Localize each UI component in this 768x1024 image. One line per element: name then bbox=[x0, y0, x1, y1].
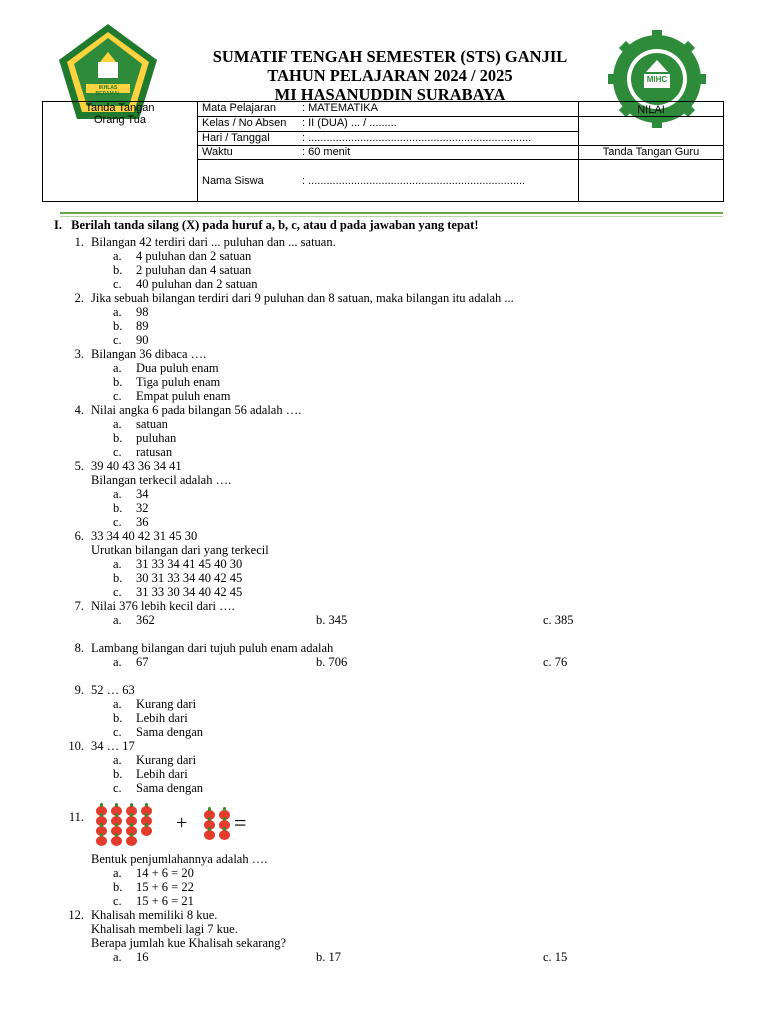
option-text: c. 76 bbox=[543, 655, 568, 669]
class-label: Kelas / No Absen bbox=[202, 117, 287, 129]
option-text: b. 17 bbox=[316, 950, 341, 964]
option-text: 89 bbox=[136, 319, 149, 333]
option-letter: a. bbox=[113, 753, 122, 767]
apple-row bbox=[96, 806, 160, 816]
option-text: 34 bbox=[136, 487, 149, 501]
question-number: 9. bbox=[74, 683, 84, 697]
question-text: Nilai angka 6 pada bilangan 56 adalah …. bbox=[91, 403, 302, 417]
option-text: Lebih dari bbox=[136, 711, 188, 725]
option-text: Kurang dari bbox=[136, 697, 197, 711]
option-letter: a. bbox=[113, 557, 122, 571]
apple-icon bbox=[96, 836, 107, 846]
option-letter: c. bbox=[113, 515, 122, 529]
question-number: 5. bbox=[74, 459, 84, 473]
option-letter: b. bbox=[113, 571, 123, 585]
question-number: 12. bbox=[68, 908, 84, 922]
student-info-table bbox=[42, 101, 724, 202]
option-letter: a. bbox=[113, 417, 122, 431]
option-text: 31 33 30 34 40 42 45 bbox=[136, 585, 243, 599]
option-letter: b. bbox=[113, 263, 123, 277]
question-text: Urutkan bilangan dari yang terkecil bbox=[91, 543, 269, 557]
option-text: 36 bbox=[136, 515, 149, 529]
question-text: Bilangan terkecil adalah …. bbox=[91, 473, 232, 487]
option-text: 16 bbox=[136, 950, 149, 964]
section-instruction: Berilah tanda silang (X) pada huruf a, b, c, atau d pada jawaban yang tepat! bbox=[71, 218, 479, 232]
apple-icon bbox=[111, 836, 122, 846]
option-text: ratusan bbox=[136, 445, 173, 459]
option-text: 15 + 6 = 22 bbox=[136, 880, 194, 894]
option-letter: c. bbox=[113, 333, 122, 347]
option-letter: b. bbox=[113, 431, 123, 445]
teacher-signature-label-cell bbox=[579, 146, 724, 160]
header-divider bbox=[60, 212, 723, 214]
option-text: Tiga puluh enam bbox=[136, 375, 221, 389]
option-text: Sama dengan bbox=[136, 781, 203, 795]
apple-group-right bbox=[204, 810, 236, 840]
section-heading bbox=[54, 218, 479, 232]
option-text: Sama dengan bbox=[136, 725, 203, 739]
question-text: Bilangan 36 dibaca …. bbox=[91, 347, 207, 361]
subject-label: Mata Pelajaran bbox=[202, 102, 276, 114]
question-number: 8. bbox=[74, 641, 84, 655]
question-number: 6. bbox=[74, 529, 84, 543]
option-letter: b. bbox=[113, 767, 123, 781]
question-text: 34 … 17 bbox=[91, 739, 135, 753]
option-text: 15 + 6 = 21 bbox=[136, 894, 194, 908]
option-text: 2 puluhan dan 4 satuan bbox=[136, 263, 252, 277]
grade-label: NILAI bbox=[637, 104, 665, 116]
question-number: 1. bbox=[74, 235, 84, 249]
option-text: 32 bbox=[136, 501, 149, 515]
question-number: 3. bbox=[74, 347, 84, 361]
option-text: satuan bbox=[136, 417, 168, 431]
option-text: 98 bbox=[136, 305, 149, 319]
option-letter: b. bbox=[113, 880, 123, 894]
option-letter: c. bbox=[113, 894, 122, 908]
subject-row bbox=[198, 102, 579, 117]
option-letter: a. bbox=[113, 697, 122, 711]
question-number: 10. bbox=[68, 739, 84, 753]
option-text: 40 puluhan dan 2 satuan bbox=[136, 277, 258, 291]
teacher-signature-label: Tanda Tangan Guru bbox=[602, 146, 700, 158]
option-letter: a. bbox=[113, 305, 122, 319]
option-text: 90 bbox=[136, 333, 149, 347]
apple-group-left bbox=[96, 806, 160, 846]
option-letter: a. bbox=[113, 361, 122, 375]
grade-box bbox=[579, 117, 724, 146]
option-text: b. 345 bbox=[316, 613, 348, 627]
option-text: Dua puluh enam bbox=[136, 361, 219, 375]
option-letter: a. bbox=[113, 249, 122, 263]
day-row bbox=[198, 132, 579, 146]
grade-label-cell bbox=[579, 102, 724, 117]
question-text: 33 34 40 42 31 45 30 bbox=[91, 529, 198, 543]
class-value: : II (DUA) ... / ......... bbox=[302, 117, 397, 129]
option-letter: b. bbox=[113, 501, 123, 515]
option-text: 31 33 34 41 45 40 30 bbox=[136, 557, 243, 571]
option-text: 362 bbox=[136, 613, 155, 627]
name-label: Nama Siswa bbox=[202, 174, 264, 187]
left-logo-text: IKHLAS BERAMAL bbox=[95, 85, 121, 97]
parent-signature-label: Tanda Tangan Orang Tua bbox=[85, 102, 155, 126]
question-text: 39 40 43 36 34 41 bbox=[91, 459, 182, 473]
apple-illustration bbox=[96, 806, 266, 848]
name-row bbox=[198, 160, 579, 202]
option-letter: b. bbox=[113, 375, 123, 389]
option-text: Lebih dari bbox=[136, 767, 188, 781]
apple-icon bbox=[141, 826, 152, 836]
parent-signature-box bbox=[43, 102, 198, 202]
section-roman: I. bbox=[54, 218, 62, 232]
option-text: c. 15 bbox=[543, 950, 568, 964]
apple-row bbox=[96, 836, 160, 846]
option-letter: a. bbox=[113, 655, 122, 669]
option-letter: a. bbox=[113, 613, 122, 627]
subject-value: : MATEMATIKA bbox=[302, 102, 378, 114]
header-divider-thin bbox=[60, 216, 723, 217]
option-letter: c. bbox=[113, 445, 122, 459]
question-number: 7. bbox=[74, 599, 84, 613]
question-number: 2. bbox=[74, 291, 84, 305]
question-text: Lambang bilangan dari tujuh puluh enam adalah bbox=[91, 641, 334, 655]
day-value: : ......................................................................... bbox=[302, 132, 532, 144]
option-text: 30 31 33 34 40 42 45 bbox=[136, 571, 243, 585]
day-label: Hari / Tanggal bbox=[202, 132, 270, 144]
question-text: 52 … 63 bbox=[91, 683, 135, 697]
option-text: puluhan bbox=[136, 431, 177, 445]
apple-row bbox=[204, 830, 236, 840]
question-number: 4. bbox=[74, 403, 84, 417]
option-letter: c. bbox=[113, 585, 122, 599]
question-text: Bilangan 42 terdiri dari ... puluhan dan ... satuan. bbox=[91, 235, 336, 249]
right-logo-text: MIHC bbox=[646, 75, 668, 84]
question-text: Khalisah membeli lagi 7 kue. bbox=[91, 922, 238, 936]
time-value: : 60 menit bbox=[302, 146, 351, 158]
question-text: Khalisah memiliki 8 kue. bbox=[91, 908, 218, 922]
option-letter: a. bbox=[113, 487, 122, 501]
option-letter: c. bbox=[113, 781, 122, 795]
option-letter: c. bbox=[113, 277, 122, 291]
option-letter: c. bbox=[113, 725, 122, 739]
question-text: Jika sebuah bilangan terdiri dari 9 puluhan dan 8 satuan, maka bilangan itu adalah ... bbox=[91, 291, 514, 305]
apple-row bbox=[96, 826, 160, 836]
apple-row bbox=[96, 816, 160, 826]
option-text: 4 puluhan dan 2 satuan bbox=[136, 249, 252, 263]
option-letter: b. bbox=[113, 319, 123, 333]
name-value: : ....................................................................... bbox=[302, 174, 526, 187]
class-row bbox=[198, 117, 579, 132]
option-text: 14 + 6 = 20 bbox=[136, 866, 194, 880]
equals-sign: = bbox=[234, 810, 247, 835]
apple-icon bbox=[219, 830, 230, 840]
option-text: Empat puluh enam bbox=[136, 389, 231, 403]
option-letter: a. bbox=[113, 866, 122, 880]
question-text: Berapa jumlah kue Khalisah sekarang? bbox=[91, 936, 287, 950]
apple-icon bbox=[204, 830, 215, 840]
academic-year: TAHUN PELAJARAN 2024 / 2025 bbox=[267, 66, 513, 85]
option-letter: a. bbox=[113, 950, 122, 964]
option-letter: b. bbox=[113, 711, 123, 725]
option-text: c. 385 bbox=[543, 613, 574, 627]
option-text: 67 bbox=[136, 655, 149, 669]
apple-icon bbox=[126, 836, 137, 846]
option-letter: c. bbox=[113, 389, 122, 403]
plus-sign: + bbox=[176, 812, 188, 834]
school-name: MI HASANUDDIN SURABAYA bbox=[274, 85, 506, 104]
question-text: Bentuk penjumlahannya adalah …. bbox=[91, 852, 268, 866]
question-text: Nilai 376 lebih kecil dari …. bbox=[91, 599, 235, 613]
question-number: 11. bbox=[68, 810, 84, 824]
teacher-signature-box bbox=[579, 160, 724, 202]
option-text: Kurang dari bbox=[136, 753, 197, 767]
time-label: Waktu bbox=[202, 146, 233, 158]
option-text: b. 706 bbox=[316, 655, 348, 669]
time-row bbox=[198, 146, 579, 160]
exam-title: SUMATIF TENGAH SEMESTER (STS) GANJIL bbox=[212, 47, 568, 66]
